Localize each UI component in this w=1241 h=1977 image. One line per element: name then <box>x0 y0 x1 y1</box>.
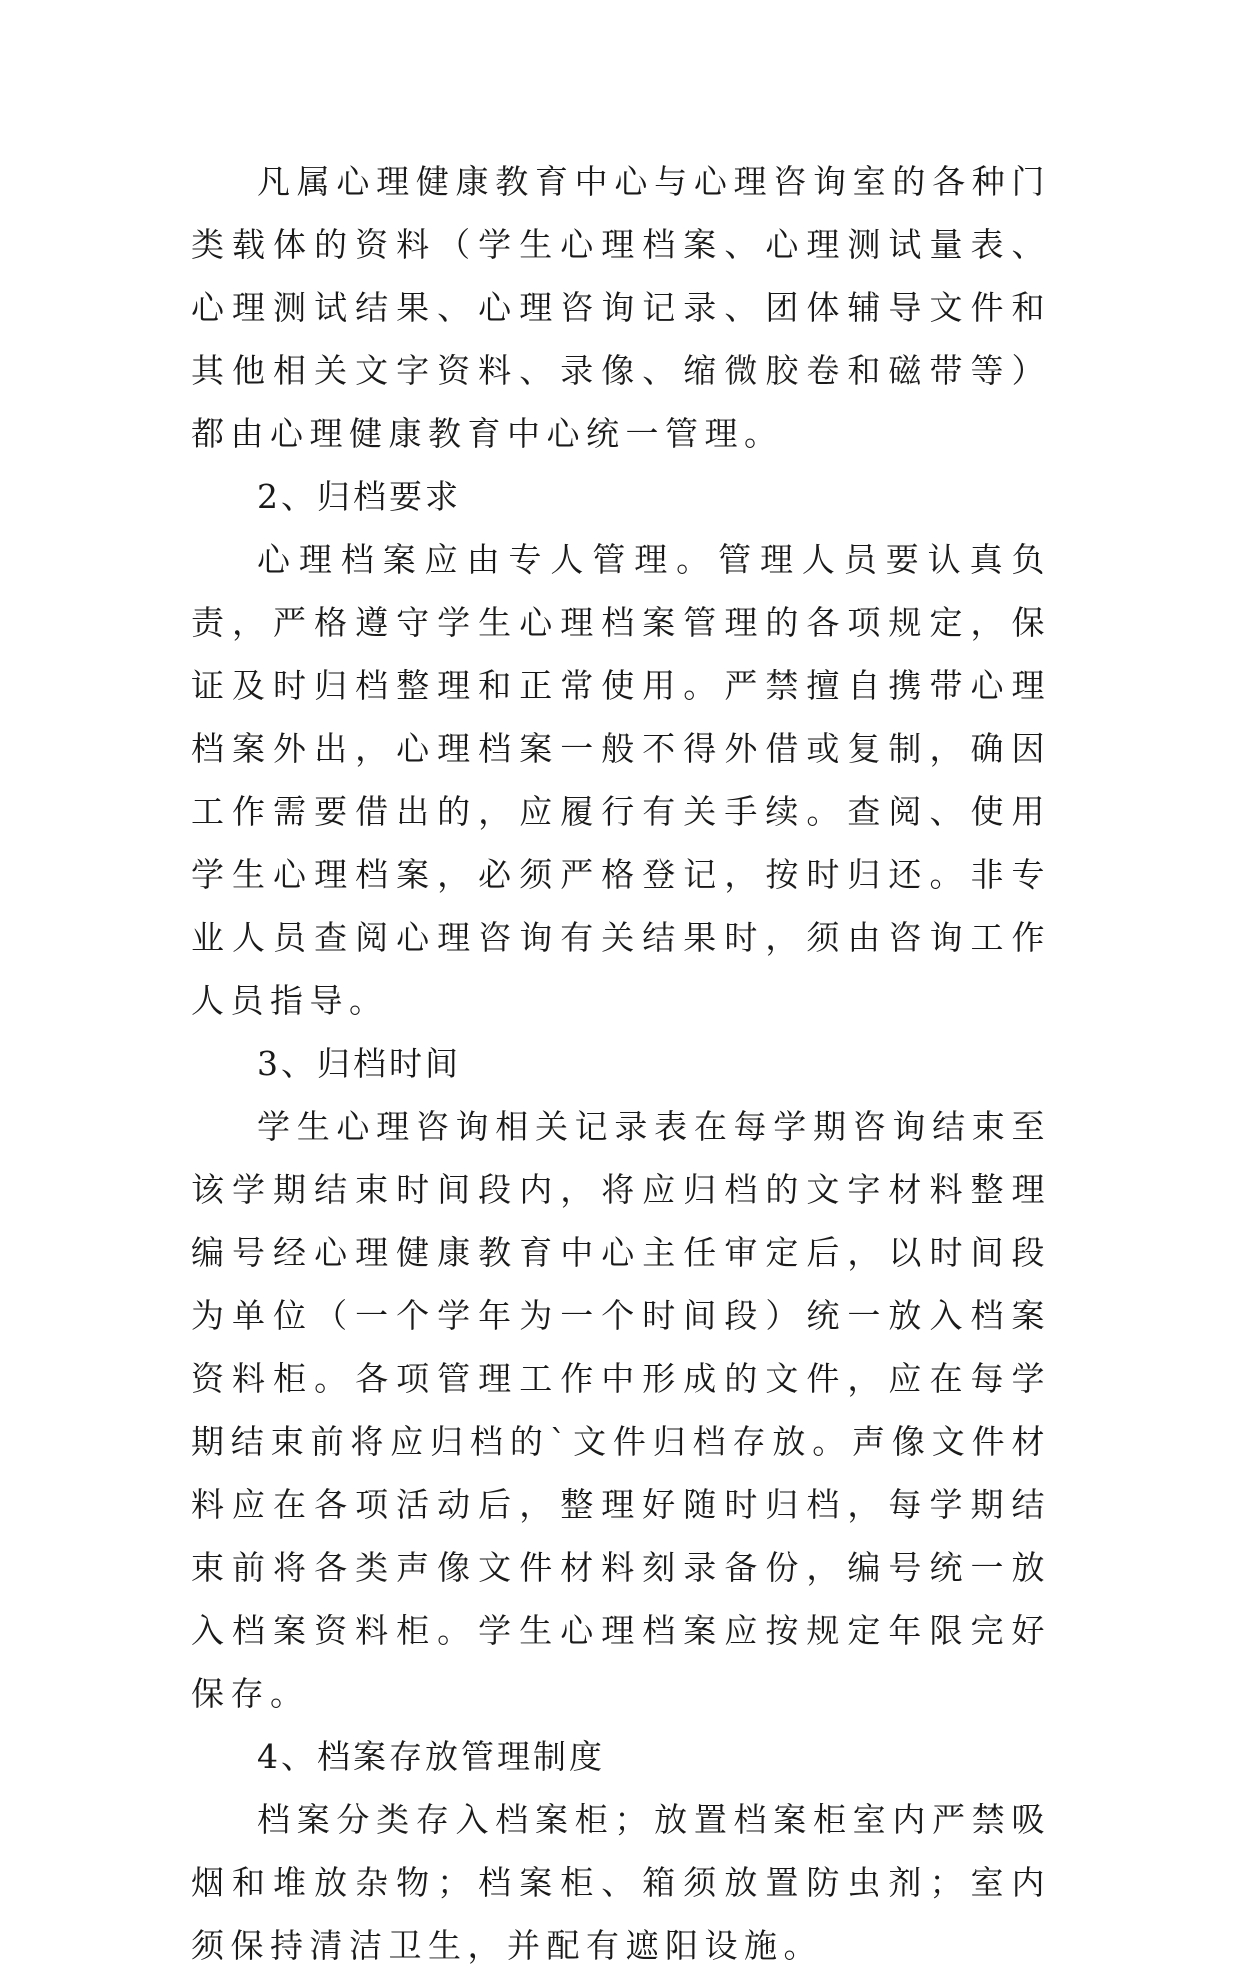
paragraph-filing-requirements: 心理档案应由专人管理。管理人员要认真负责，严格遵守学生心理档案管理的各项规定，保证及时归档整理和正常使用。严禁擅自携带心理档案外出，心理档案一般不得外借或复制，确因工作需要借出的，应履行有关手续。查阅、使用学生心理档案，必须严格登记，按时归还。非专业人员查阅心理咨询有关结果时，须由咨询工作人员指导。 <box>191 540 1051 1020</box>
section-heading-filing-time: 3、归档时间 <box>257 1044 461 1083</box>
paragraph-archive-scope: 凡属心理健康教育中心与心理咨询室的各种门类载体的资料（学生心理档案、心理测试量表、心理测试结果、心理咨询记录、团体辅导文件和其他相关文字资料、录像、缩微胶卷和磁带等）都由心理健康教育中心统一管理。 <box>191 162 1051 453</box>
paragraph-filing-time: 学生心理咨询相关记录表在每学期咨询结束至该学期结束时间段内，将应归档的文字材料整理编号经心理健康教育中心主任审定后，以时间段为单位（一个学年为一个时间段）统一放入档案资料柜。各项管理工作中形成的文件，应在每学期结束前将应归档的`文件归档存放。声像文件材料应在各项活动后，整理好随时归档，每学期结束前将各类声像文件材料刻录备份，编号统一放入档案资料柜。学生心理档案应按规定年限完好保存。 <box>191 1107 1051 1713</box>
section-heading-storage-rules: 4、档案存放管理制度 <box>257 1737 605 1776</box>
section-heading-filing-requirements: 2、归档要求 <box>257 477 461 516</box>
paragraph-storage-rules: 档案分类存入档案柜；放置档案柜室内严禁吸烟和堆放杂物；档案柜、箱须放置防虫剂；室内须保持清洁卫生，并配有遮阳设施。 <box>191 1800 1051 1965</box>
document-body <box>191 150 1051 1977</box>
